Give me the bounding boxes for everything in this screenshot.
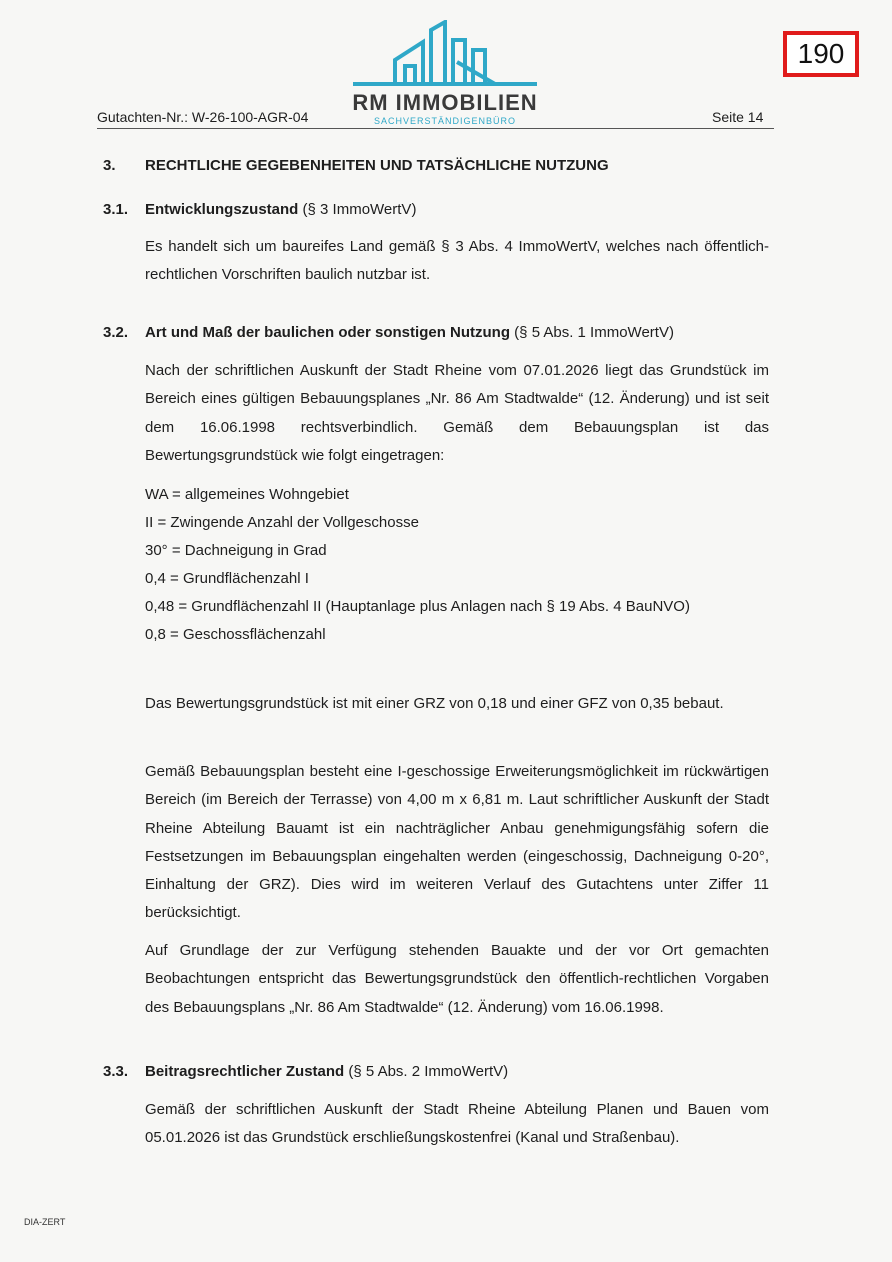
list-item: 0,8 = Geschossflächenzahl [145, 626, 326, 643]
footer-mark: DIA-ZERT [24, 1217, 66, 1227]
section-title [145, 201, 416, 218]
page-label: Seite 14 [712, 109, 764, 125]
section-title-bold: Entwicklungszustand [145, 201, 299, 218]
section-number: 3. [103, 157, 116, 174]
company-logo [345, 20, 545, 130]
section-title: RECHTLICHE GEGEBENHEITEN UND TATSÄCHLICHE NUTZUNG [145, 157, 609, 174]
section-title [145, 1063, 508, 1080]
section-title-ref: (§ 3 ImmoWertV) [298, 201, 417, 218]
section-title-bold: Beitragsrechtlicher Zustand [145, 1063, 345, 1080]
paragraph-erweiterung: Gemäß Bebauungsplan besteht eine I-geschossige Erweiterungsmöglichkeit im rückwärtigen Bereich (im Bereich der Terrasse) von 4,00 m x 6,81 m. Laut schriftlicher Auskunft der Stadt Rheine Abteilung Bauamt ist ein nachträglicher Anbau genehmigungsfähig sofern die Festsetzungen im Bebauungsplan eingehalten werden (eingeschossig, Dachneigung 0-20°, Einhaltung der GRZ). Dies wird im weiteren Verlauf des Gutachtens unter Ziffer 11 berücksichtigt. [145, 763, 769, 922]
header-divider [97, 128, 774, 129]
paragraph-bauakte: Auf Grundlage der zur Verfügung stehenden Bauakte und der vor Ort gemachten Beobachtungen entspricht das Bewertungsgrundstück den öffentlich-rechtlichen Vorgaben des Bebauungsplans „Nr. 86 Am Stadtwalde“ (12. Änderung) vom 16.06.1998. [145, 942, 769, 1016]
list-item: 0,48 = Grundflächenzahl II (Hauptanlage plus Anlagen nach § 19 Abs. 4 BauNVO) [145, 598, 690, 615]
section-title-bold: Art und Maß der baulichen oder sonstigen Nutzung [145, 324, 511, 341]
section-title-ref: (§ 5 Abs. 1 ImmoWertV) [510, 324, 674, 341]
page-count-badge: 190 [783, 31, 859, 77]
list-item: 0,4 = Grundflächenzahl I [145, 570, 309, 587]
section-title-ref: (§ 5 Abs. 2 ImmoWertV) [344, 1063, 509, 1080]
list-item: 30° = Dachneigung in Grad [145, 542, 327, 559]
section-number: 3.2. [103, 324, 129, 341]
logo-name: RM IMMOBILIEN [352, 90, 538, 115]
paragraph-entwicklungszustand: Es handelt sich um baureifes Land gemäß § 3 Abs. 4 ImmoWertV, welches nach öffentlich-rechtlichen Vorschriften baulich nutzbar ist. [145, 238, 769, 284]
skyline-logo-icon [345, 20, 545, 92]
list-item: II = Zwingende Anzahl der Vollgeschosse [145, 514, 419, 531]
section-number: 3.3. [103, 1063, 129, 1080]
logo-subtitle: SACHVERSTÄNDIGENBÜRO [373, 116, 517, 126]
list-item: WA = allgemeines Wohngebiet [145, 486, 349, 503]
report-number: Gutachten-Nr.: W-26-100-AGR-04 [97, 109, 309, 125]
paragraph-bebauungsplan: Nach der schriftlichen Auskunft der Stadt Rheine vom 07.01.2026 liegt das Grundstück im Bereich eines gültigen Bebauungsplanes „Nr. 86 Am Stadtwalde“ (12. Änderung) und ist seit dem 16.06.1998 rechtsverbindlich. Gemäß dem Bebauungsplan ist das Bewertungsgrundstück wie folgt eingetragen: [145, 362, 769, 464]
paragraph-beitragsrecht: Gemäß der schriftlichen Auskunft der Stadt Rheine Abteilung Planen und Bauen vom 05.01.2026 ist das Grundstück erschließungskostenfrei (Kanal und Straßenbau). [145, 1101, 769, 1147]
paragraph-grz-gfz: Das Bewertungsgrundstück ist mit einer GRZ von 0,18 und einer GFZ von 0,35 bebaut. [145, 695, 724, 712]
section-title [145, 324, 674, 341]
section-number: 3.1. [103, 201, 129, 218]
